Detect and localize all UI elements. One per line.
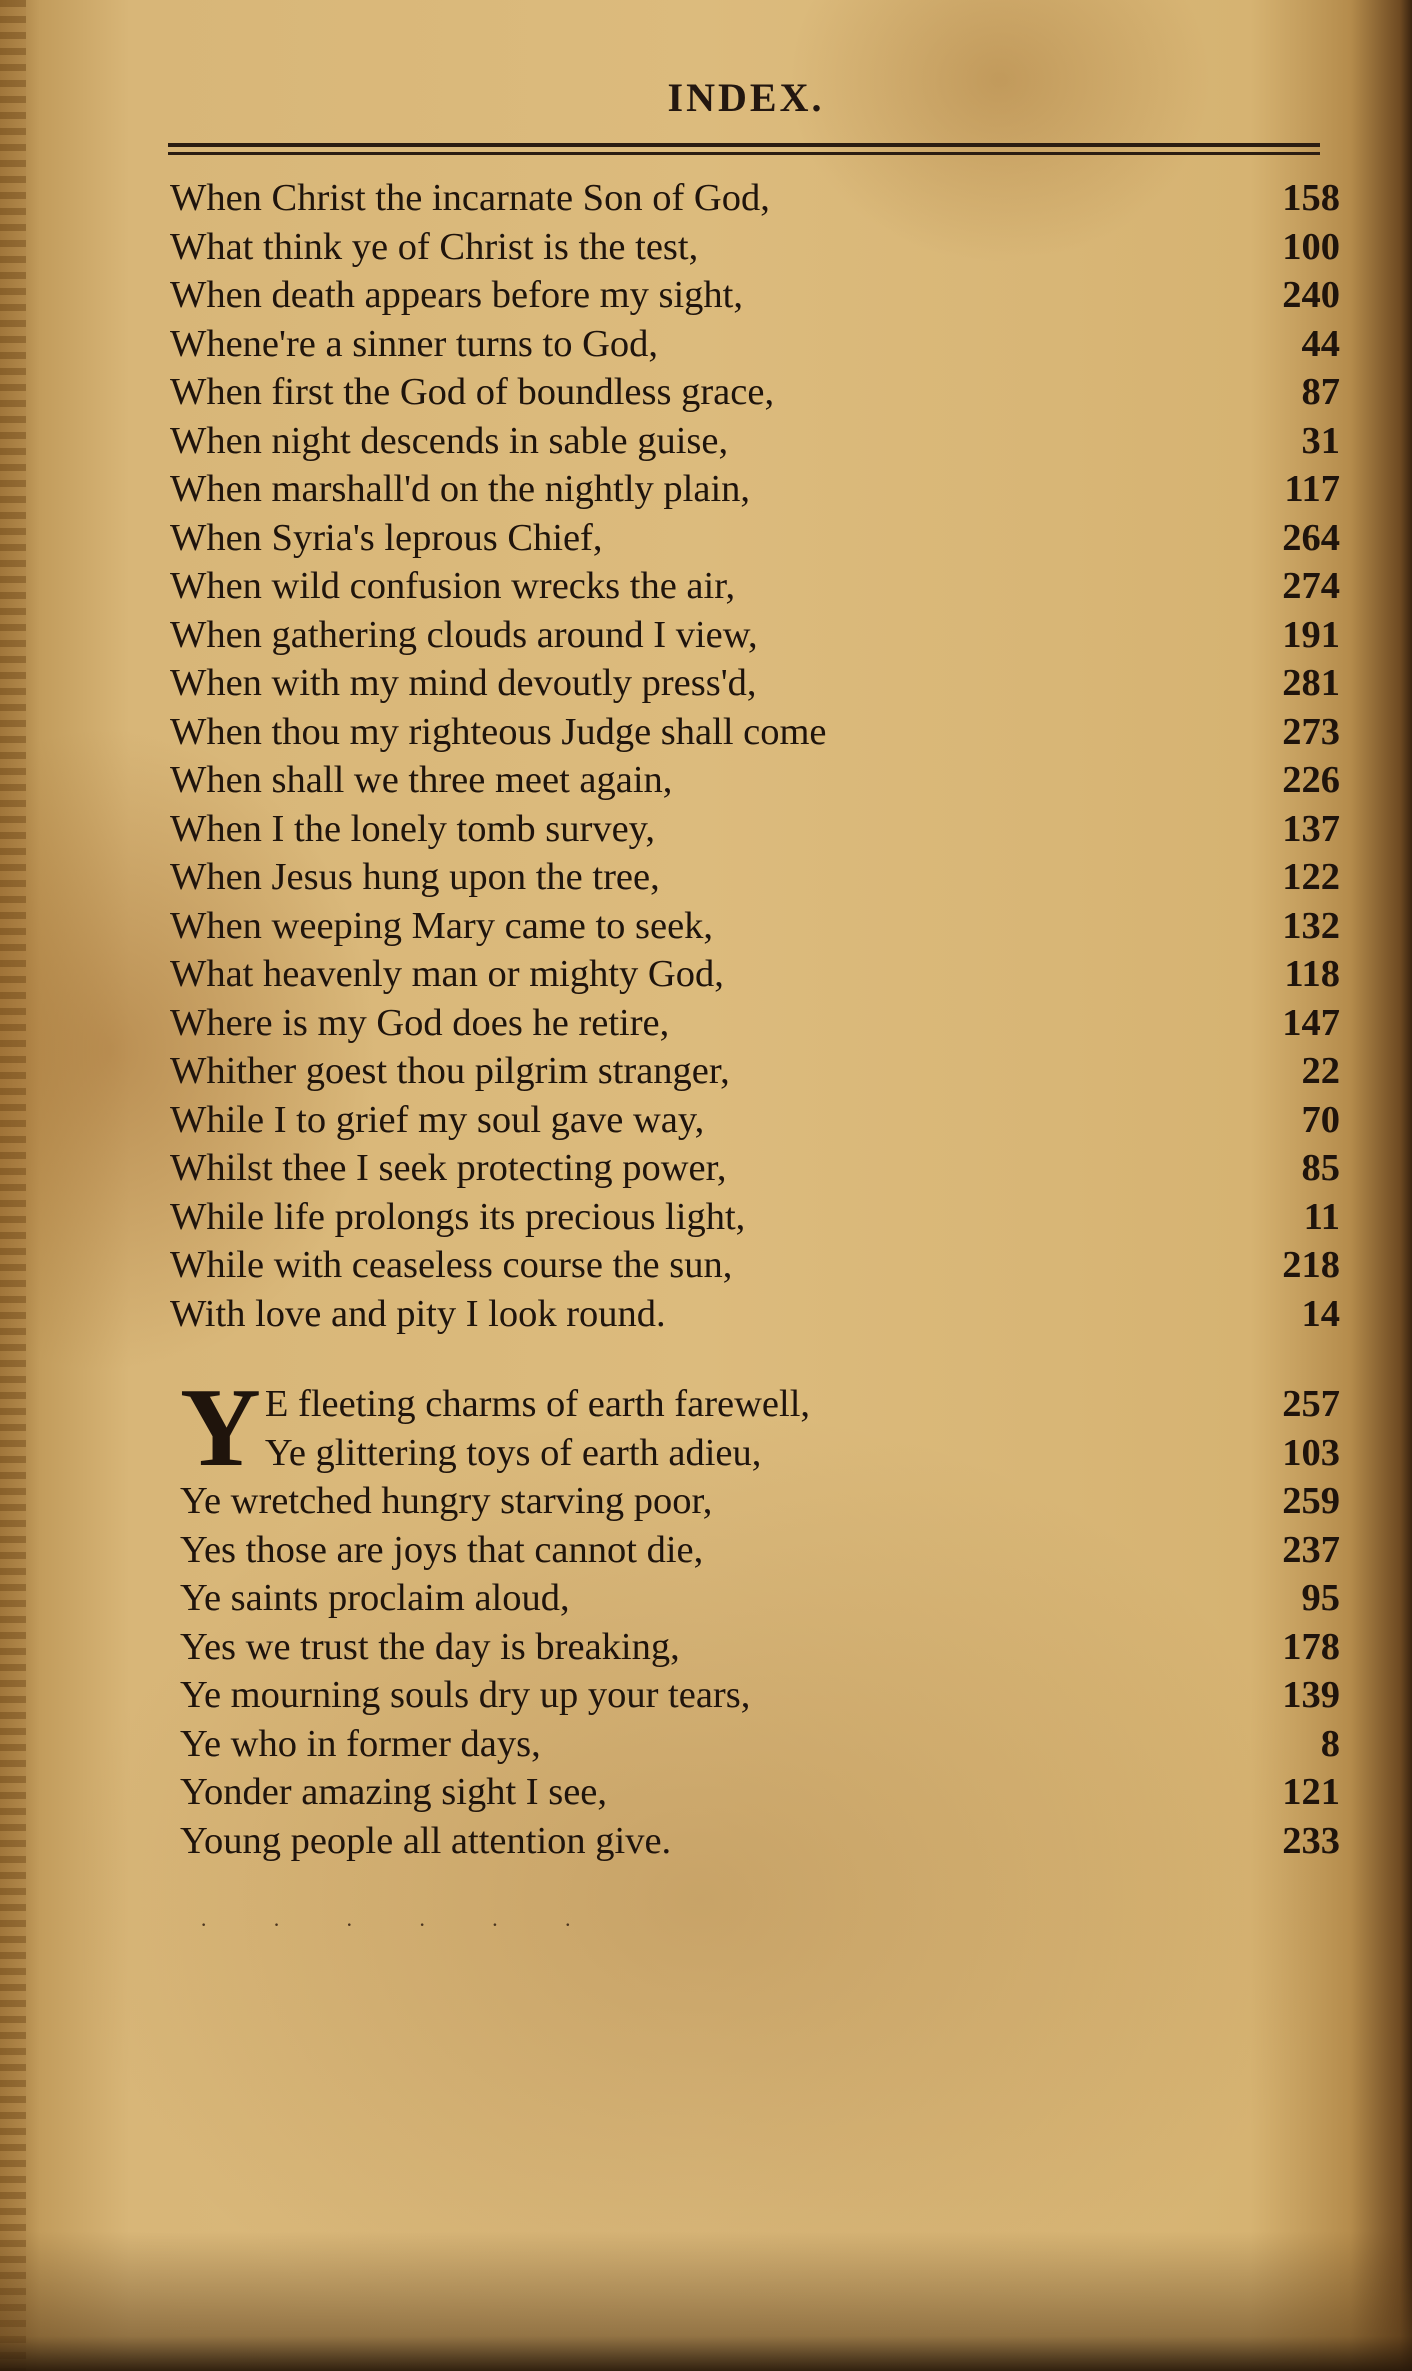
entry-page-number: 259 (1282, 1480, 1340, 1523)
entry-first-line: When shall we three meet again, (170, 759, 673, 802)
index-entry (170, 659, 1370, 708)
index-entry (170, 368, 1370, 417)
entry-page-number: 273 (1282, 710, 1340, 753)
index-entry (180, 1526, 1370, 1575)
entry-page-number: 100 (1282, 225, 1340, 268)
header-rule-bottom (168, 152, 1320, 155)
index-entry (170, 1241, 1370, 1290)
entry-first-line: When night descends in sable guise, (170, 419, 729, 462)
index-entry (170, 514, 1370, 563)
entry-first-line: When gathering clouds around I view, (170, 613, 758, 656)
entry-page-number: 118 (1284, 953, 1340, 996)
index-entry (170, 1193, 1370, 1242)
entry-first-line: With love and pity I look round. (170, 1292, 666, 1335)
entry-page-number: 31 (1301, 419, 1340, 462)
entry-page-number: 264 (1282, 516, 1340, 559)
entry-page-number: 178 (1282, 1625, 1340, 1668)
index-list-w (170, 174, 1370, 1338)
entry-page-number: 22 (1301, 1050, 1340, 1093)
index-entry (180, 1574, 1370, 1623)
drop-cap-letter: Y (180, 1366, 261, 1490)
index-entry (180, 1671, 1370, 1720)
entry-page-number: 233 (1282, 1819, 1340, 1862)
entry-first-line: Whilst thee I seek protecting power, (170, 1147, 727, 1190)
entry-first-line: When weeping Mary came to seek, (170, 904, 714, 947)
entry-first-line: While life prolongs its precious light, (170, 1195, 746, 1238)
entry-first-line: When first the God of boundless grace, (170, 371, 775, 414)
index-entry (170, 853, 1370, 902)
entry-page-number: 158 (1282, 177, 1340, 220)
page-bottom-shadow (0, 2231, 1412, 2371)
entry-page-number: 8 (1320, 1722, 1340, 1765)
entry-first-line: Yonder amazing sight I see, (180, 1771, 607, 1814)
entry-first-line: When Syria's leprous Chief, (170, 516, 603, 559)
entry-page-number: 257 (1282, 1383, 1340, 1426)
entry-first-line: When death appears before my sight, (170, 274, 744, 317)
entry-page-number: 14 (1301, 1292, 1340, 1335)
printer-specks: · · · · · · (200, 1912, 602, 1937)
entry-first-line: When with my mind devoutly press'd, (170, 662, 757, 705)
entry-first-line: What think ye of Christ is the test, (170, 225, 699, 268)
entry-first-line: While I to grief my soul gave way, (170, 1098, 705, 1141)
entry-page-number: 103 (1282, 1431, 1340, 1474)
index-entry (170, 417, 1370, 466)
index-entry (170, 562, 1370, 611)
entry-page-number: 281 (1282, 662, 1340, 705)
page-header: INDEX. (667, 75, 825, 120)
entry-first-line: When Jesus hung upon the tree, (170, 856, 660, 899)
index-list-y-rest (180, 1477, 1370, 1865)
index-entry (170, 1290, 1370, 1339)
entry-page-number: 139 (1282, 1674, 1340, 1717)
entry-first-line: Whither goest thou pilgrim stranger, (170, 1050, 730, 1093)
entry-first-line: Ye who in former days, (180, 1722, 541, 1765)
index-entry (180, 1817, 1370, 1866)
entry-first-line: Yes those are joys that cannot die, (180, 1528, 704, 1571)
entry-page-number: 218 (1282, 1244, 1340, 1287)
entry-page-number: 122 (1282, 856, 1340, 899)
entry-page-number: 121 (1282, 1771, 1340, 1814)
entry-first-line: When wild confusion wrecks the air, (170, 565, 736, 608)
index-entry (170, 756, 1370, 805)
entry-first-line: When Christ the incarnate Son of God, (170, 177, 770, 220)
index-entry (170, 271, 1370, 320)
entry-first-line: Ye saints proclaim aloud, (180, 1577, 570, 1620)
entry-page-number: 274 (1282, 565, 1340, 608)
entry-page-number: 191 (1282, 613, 1340, 656)
entry-page-number: 85 (1301, 1147, 1340, 1190)
entry-page-number: 132 (1282, 904, 1340, 947)
entry-page-number: 237 (1282, 1528, 1340, 1571)
index-list-y (180, 1366, 1370, 1865)
index-entry (170, 223, 1370, 272)
index-entry (170, 1144, 1370, 1193)
entry-page-number: 70 (1301, 1098, 1340, 1141)
index-entry (180, 1623, 1370, 1672)
entry-first-line: What heavenly man or mighty God, (170, 953, 724, 996)
index-entry (170, 999, 1370, 1048)
entry-first-line: Young people all attention give. (180, 1819, 672, 1862)
index-entry (170, 611, 1370, 660)
index-entry (170, 465, 1370, 514)
index-entry (170, 1047, 1370, 1096)
entry-first-line: When I the lonely tomb survey, (170, 807, 656, 850)
entry-page-number: 11 (1303, 1195, 1340, 1238)
entry-page-number: 117 (1284, 468, 1340, 511)
entry-page-number: 226 (1282, 759, 1340, 802)
index-entry (170, 708, 1370, 757)
index-entry (170, 320, 1370, 369)
page-edge-binding (0, 0, 26, 2371)
index-entry (170, 950, 1370, 999)
entry-first-line: Ye glittering toys of earth adieu, (264, 1431, 762, 1474)
entry-first-line: When marshall'd on the nightly plain, (170, 468, 751, 511)
index-entry (180, 1720, 1370, 1769)
index-entry (170, 902, 1370, 951)
index-entry (180, 1768, 1370, 1817)
entry-first-line: While with ceaseless course the sun, (170, 1244, 733, 1287)
index-entry (170, 1096, 1370, 1145)
entry-first-line: E fleeting charms of earth farewell, (264, 1383, 811, 1426)
index-entry (265, 1429, 1370, 1478)
entry-first-line: When thou my righteous Judge shall come (170, 710, 827, 753)
entry-first-line: Yes we trust the day is breaking, (180, 1625, 680, 1668)
entry-page-number: 147 (1282, 1001, 1340, 1044)
entry-first-line: Where is my God does he retire, (170, 1001, 670, 1044)
entry-page-number: 87 (1301, 371, 1340, 414)
drop-cap-block (180, 1366, 1370, 1490)
entry-first-line: Ye wretched hungry starving poor, (180, 1480, 713, 1523)
index-entry (170, 174, 1370, 223)
index-entry (265, 1380, 1370, 1429)
entry-page-number: 44 (1301, 322, 1340, 365)
entry-first-line: Ye mourning souls dry up your tears, (180, 1674, 751, 1717)
index-entry (170, 805, 1370, 854)
entry-page-number: 95 (1301, 1577, 1340, 1620)
entry-first-line: Whene're a sinner turns to God, (170, 322, 659, 365)
entry-page-number: 137 (1282, 807, 1340, 850)
index-entry (180, 1477, 1370, 1526)
header-rule-top (168, 143, 1320, 147)
entry-page-number: 240 (1282, 274, 1340, 317)
